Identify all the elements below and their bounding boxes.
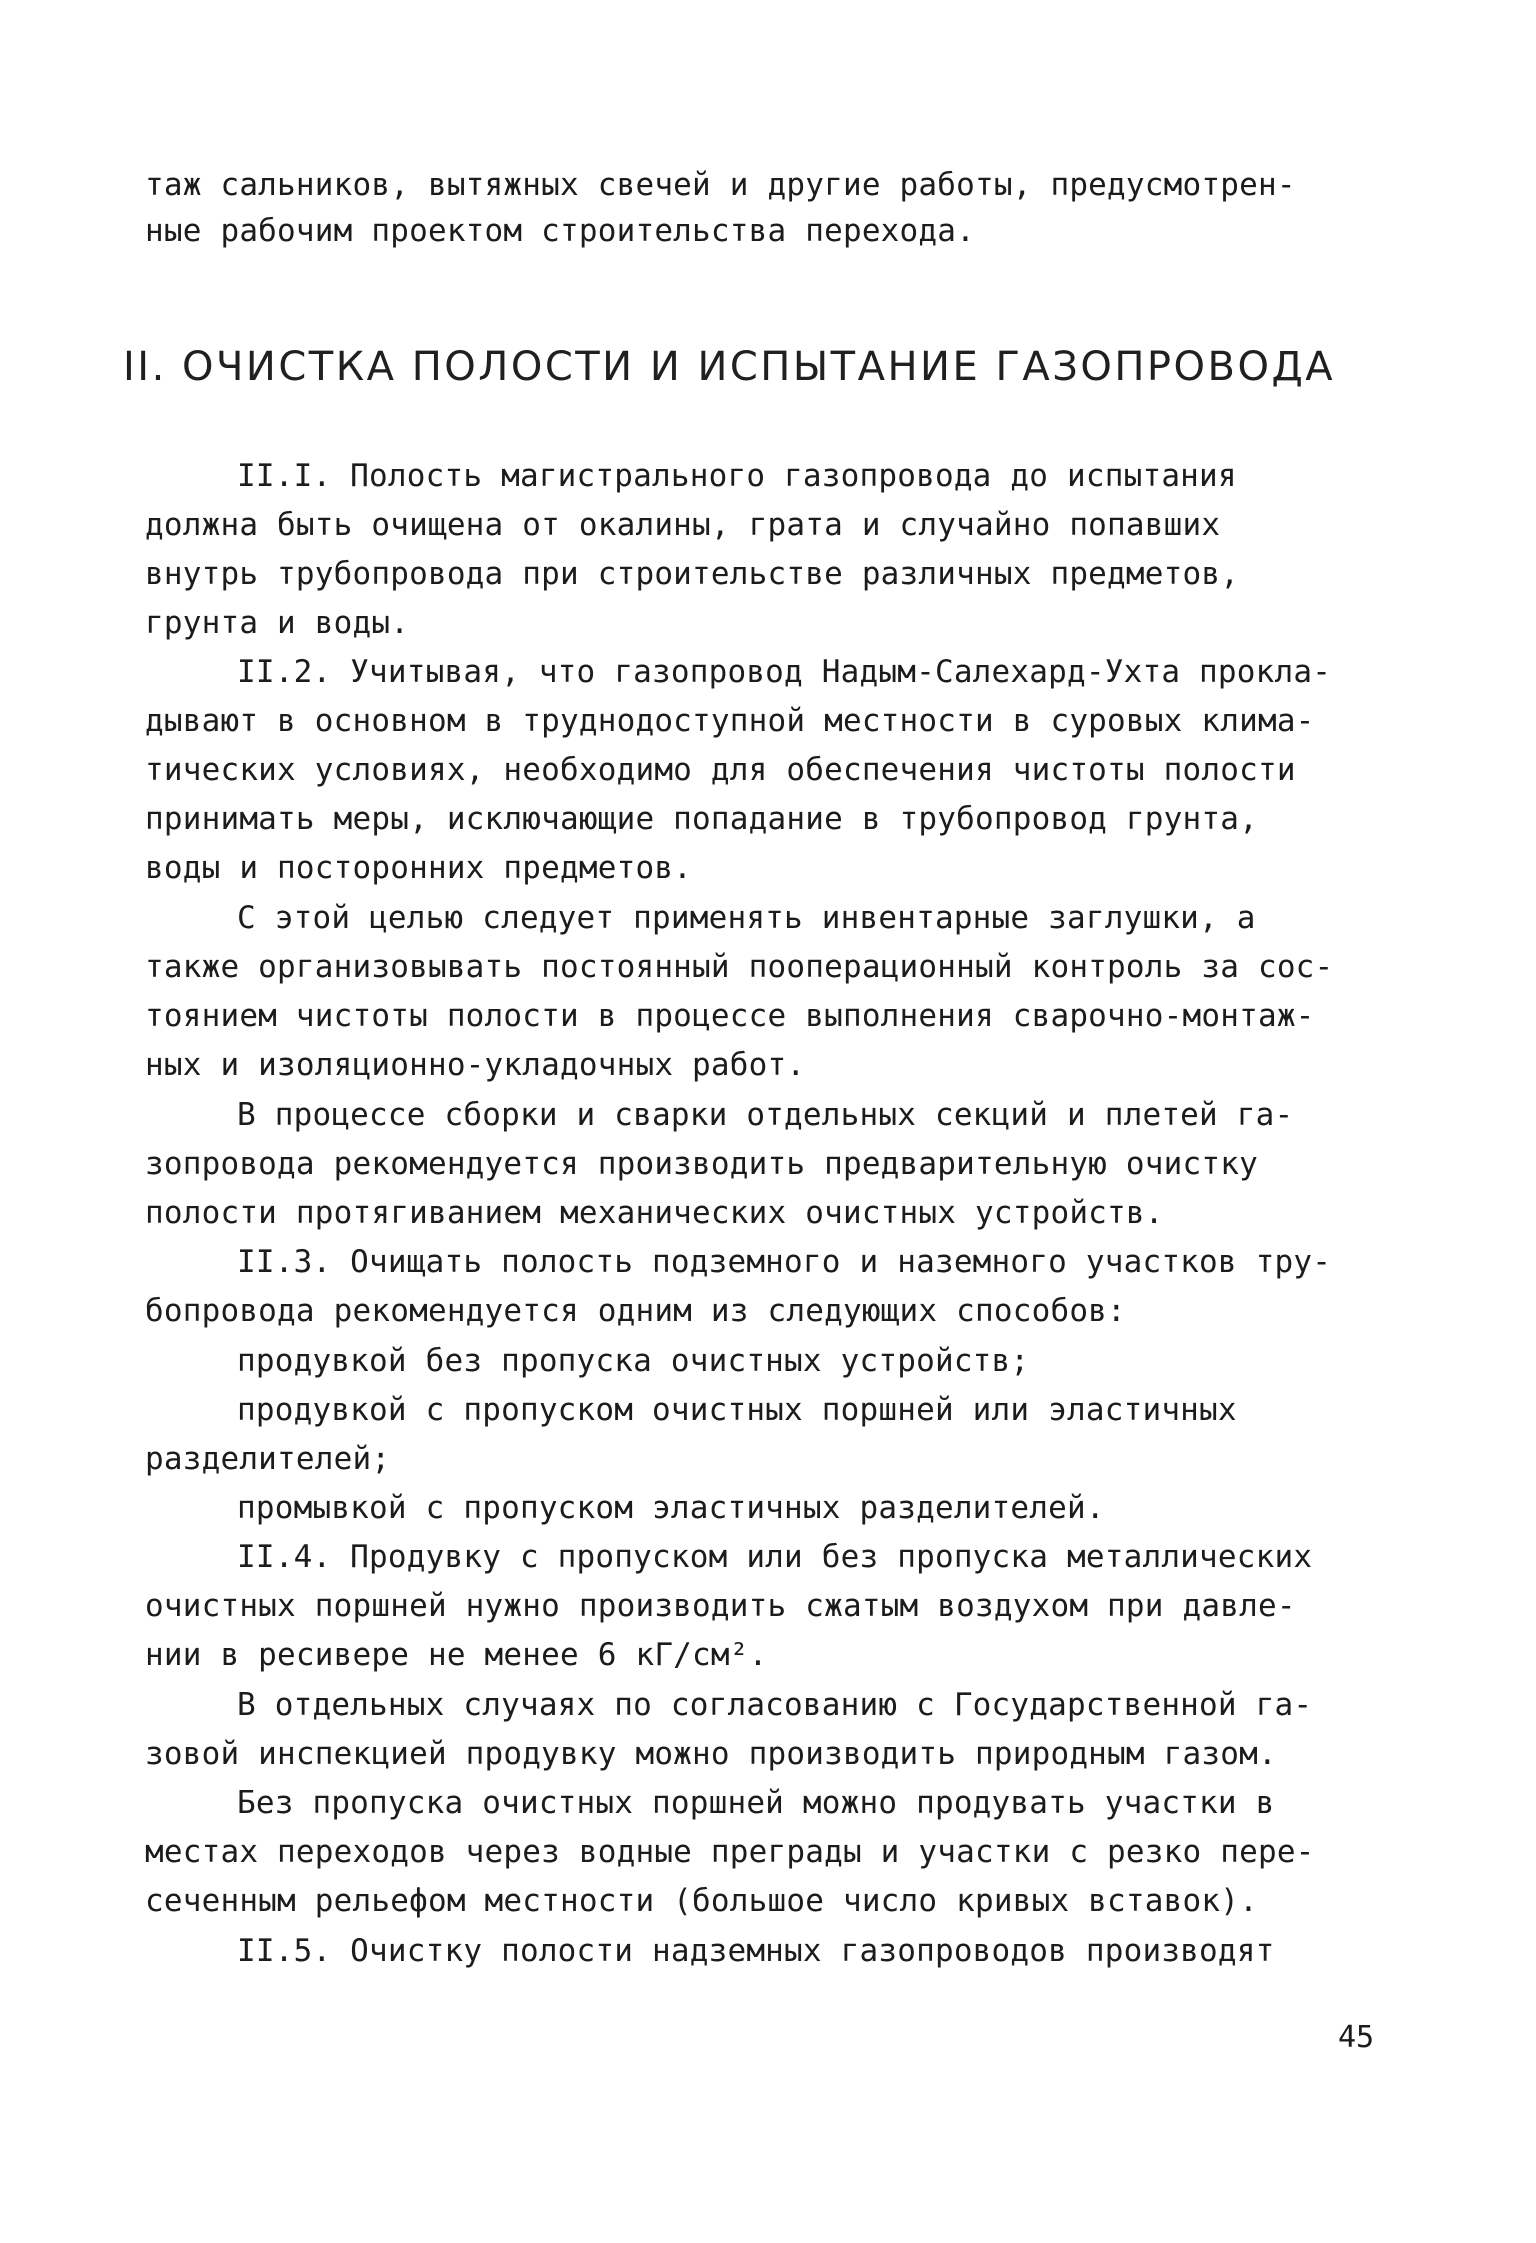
- body-line: бопровода рекомендуется одним из следующих способов:: [145, 1293, 1126, 1329]
- body-line: должна быть очищена от окалины, грата и случайно попавших: [145, 507, 1221, 543]
- body-line: ных и изоляционно-укладочных работ.: [145, 1047, 806, 1083]
- body-line: полости протягиванием механических очистных устройств.: [145, 1195, 1164, 1231]
- body-line: тических условиях, необходимо для обеспечения чистоты полости: [145, 752, 1296, 788]
- body-line: местах переходов через водные преграды и участки с резко пере-: [145, 1834, 1315, 1870]
- body-line: В процессе сборки и сварки отдельных секций и плетей га-: [237, 1097, 1294, 1133]
- body-line: II.3. Очищать полость подземного и наземного участков тру-: [237, 1244, 1332, 1280]
- body-line: очистных поршней нужно производить сжатым воздухом при давле-: [145, 1588, 1296, 1624]
- page-number: 45: [1338, 2020, 1375, 2055]
- body-line: продувкой без пропуска очистных устройств;: [237, 1343, 1030, 1379]
- body-line: Без пропуска очистных поршней можно продувать участки в: [237, 1785, 1275, 1821]
- body-line: промывкой с пропуском эластичных разделителей.: [237, 1490, 1105, 1526]
- intro-line-1: таж сальников, вытяжных свечей и другие работы, предусмотрен-: [145, 167, 1296, 203]
- body-line: зопровода рекомендуется производить предварительную очистку: [145, 1146, 1258, 1182]
- body-line: С этой целью следует применять инвентарные заглушки, а: [237, 900, 1256, 936]
- body-line: разделителей;: [145, 1441, 391, 1477]
- body-line: II.4. Продувку с пропуском или без пропуска металлических: [237, 1539, 1313, 1575]
- body-line: В отдельных случаях по согласованию с Государственной га-: [237, 1687, 1313, 1723]
- body-line: нии в ресивере не менее 6 кГ/см².: [145, 1637, 768, 1673]
- body-line: зовой инспекцией продувку можно производить природным газом.: [145, 1736, 1277, 1772]
- body-line: сеченным рельефом местности (большое число кривых вставок).: [145, 1883, 1258, 1919]
- body-line: II.2. Учитывая, что газопровод Надым-Салехард-Ухта прокла-: [237, 654, 1332, 690]
- body-line: также организовывать постоянный пооперационный контроль за сос-: [145, 949, 1334, 985]
- section-heading: II. ОЧИСТКА ПОЛОСТИ И ИСПЫТАНИЕ ГАЗОПРОВОДА: [123, 344, 1336, 390]
- body-line: II.I. Полость магистрального газопровода до испытания: [237, 458, 1237, 494]
- body-line: грунта и воды.: [145, 605, 410, 641]
- body-line: воды и посторонних предметов.: [145, 850, 693, 886]
- body-line: II.5. Очистку полости надземных газопроводов производят: [237, 1933, 1275, 1969]
- body-line: продувкой с пропуском очистных поршней или эластичных: [237, 1392, 1237, 1428]
- body-line: принимать меры, исключающие попадание в трубопровод грунта,: [145, 801, 1258, 837]
- body-line: тоянием чистоты полости в процессе выполнения сварочно-монтаж-: [145, 998, 1315, 1034]
- body-line: внутрь трубопровода при строительстве различных предметов,: [145, 556, 1240, 592]
- intro-line-2: ные рабочим проектом строительства перехода.: [145, 213, 975, 249]
- body-line: дывают в основном в труднодоступной местности в суровых клима-: [145, 703, 1315, 739]
